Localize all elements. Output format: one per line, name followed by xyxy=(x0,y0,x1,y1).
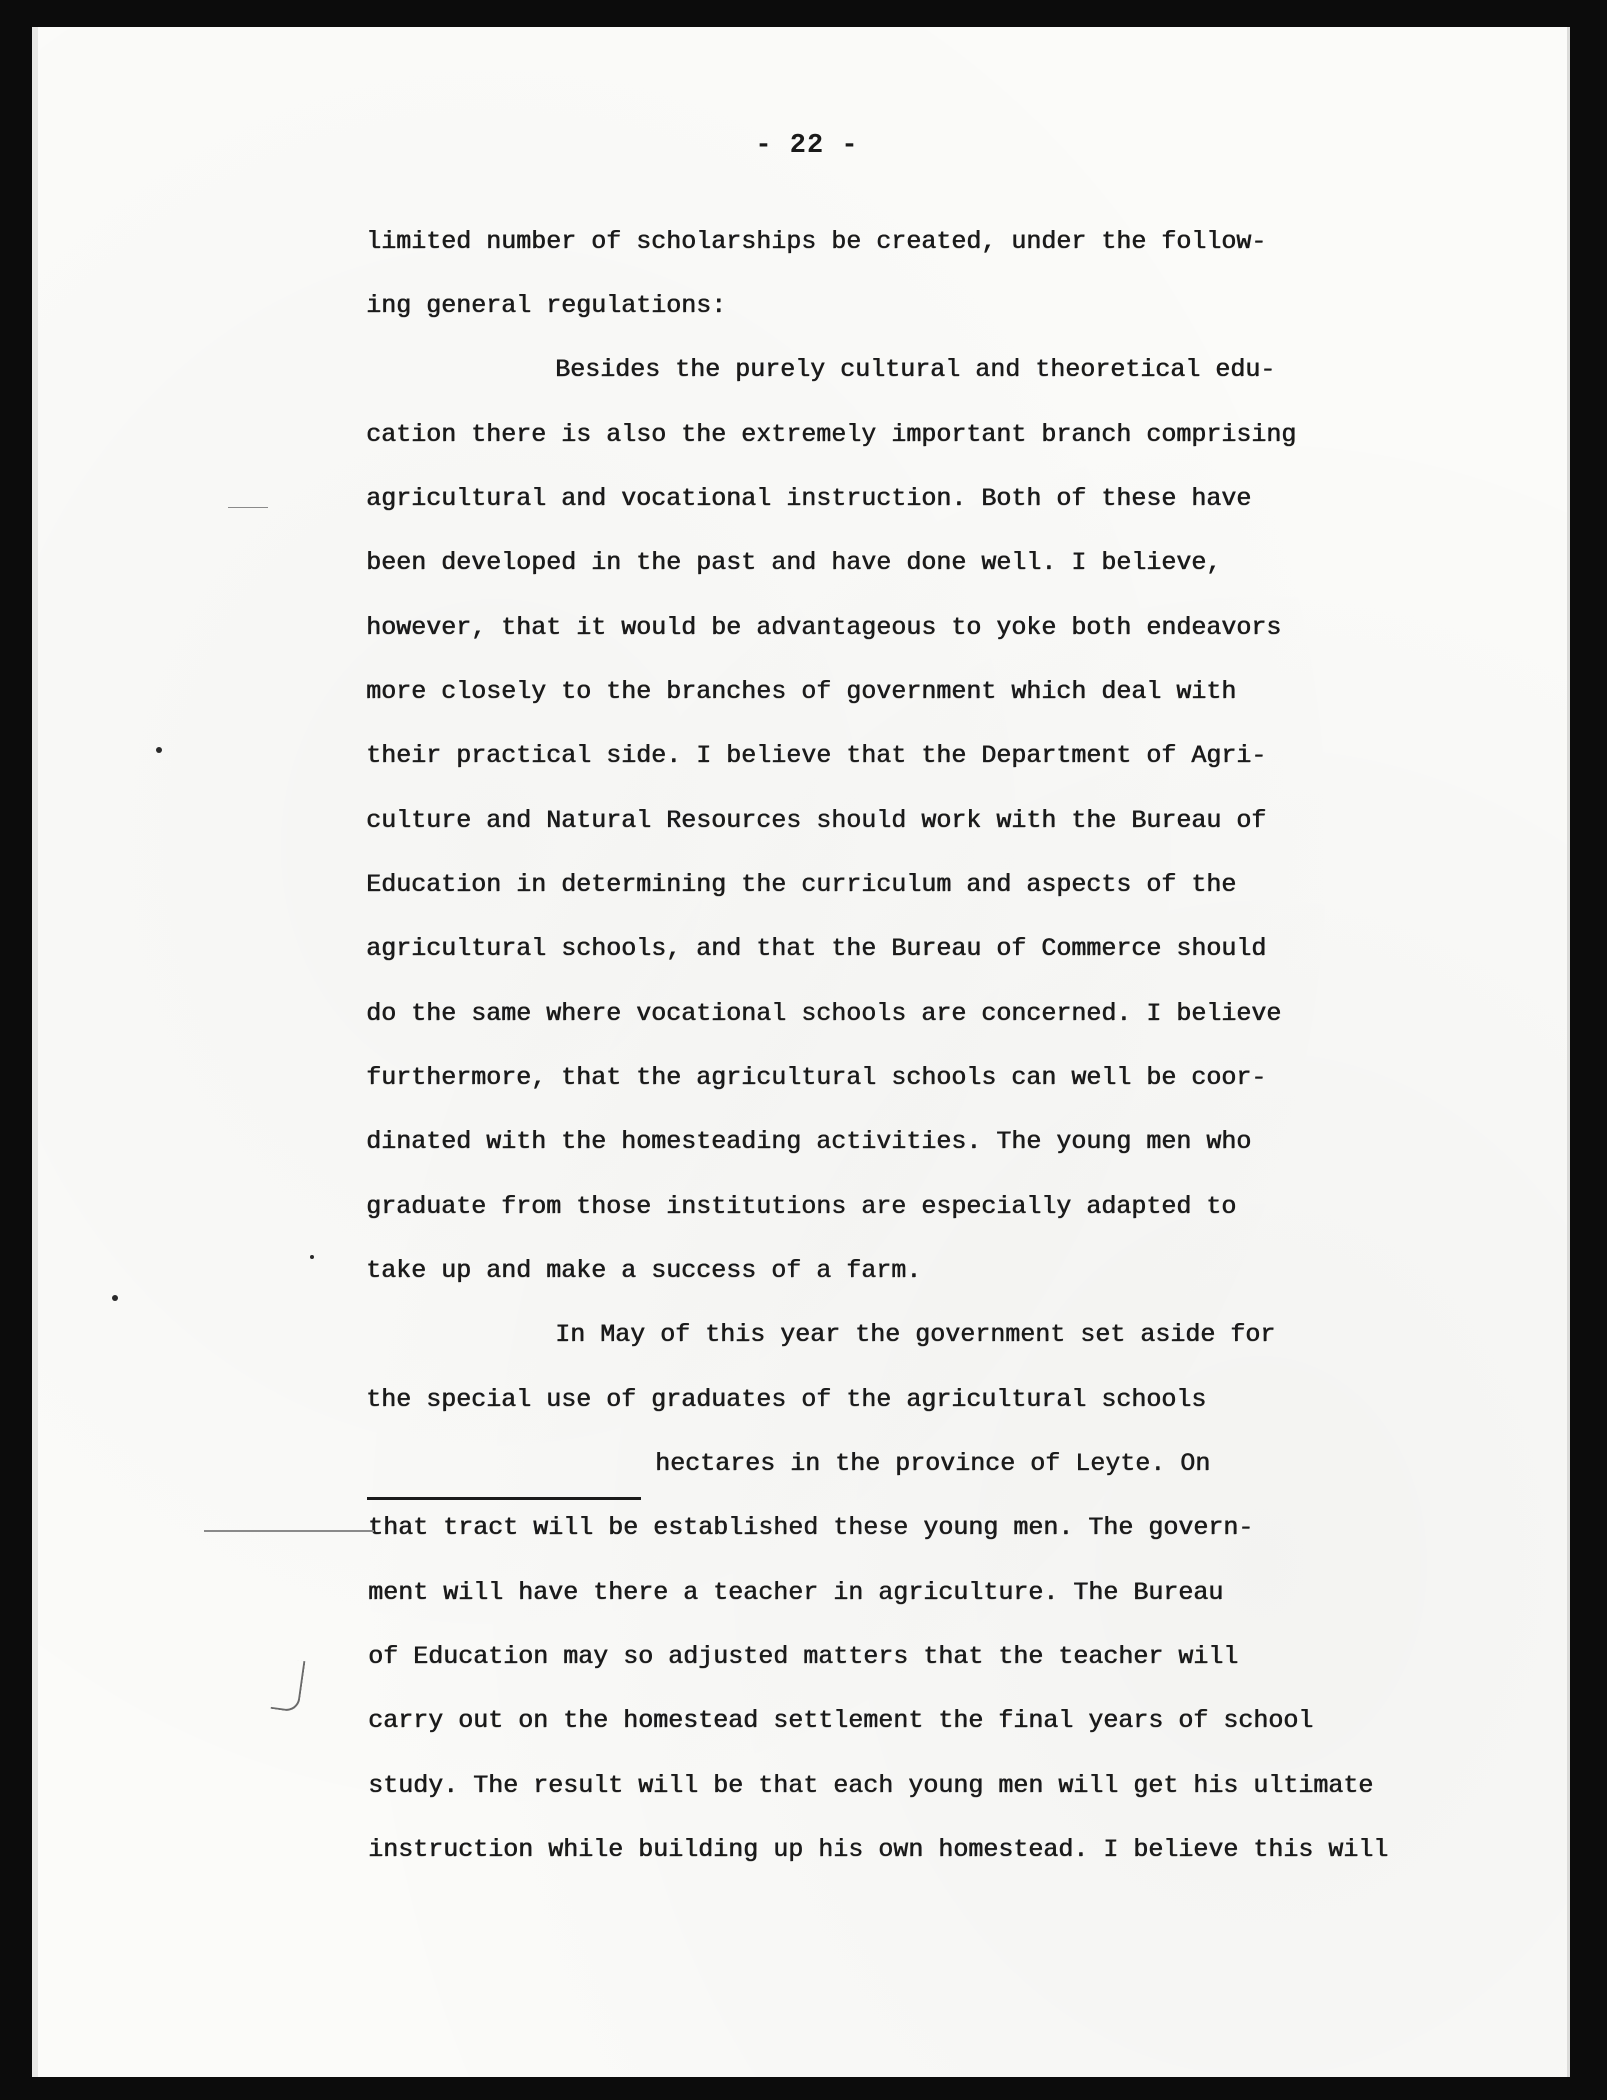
text-line: culture and Natural Resources should work with the Bureau of xyxy=(366,806,1267,835)
text-line: ment will have there a teacher in agriculture. The Bureau xyxy=(368,1578,1224,1607)
text-line: In May of this year the government set aside for xyxy=(555,1320,1276,1349)
text-line: limited number of scholarships be created, under the follow- xyxy=(366,227,1267,256)
text-line: been developed in the past and have done well. I believe, xyxy=(366,548,1222,577)
text-line: carry out on the homestead settlement the final years of school xyxy=(368,1706,1314,1735)
text-line: more closely to the branches of government which deal with xyxy=(366,677,1237,706)
text-line: ing general regulations: xyxy=(366,291,727,320)
page-frame xyxy=(32,27,1570,2077)
text-line: that tract will be established these young men. The govern- xyxy=(368,1513,1254,1542)
text-line: instruction while building up his own homestead. I believe this will xyxy=(368,1835,1389,1864)
text-line: agricultural and vocational instruction. Both of these have xyxy=(366,484,1252,513)
ink-speck xyxy=(112,1295,118,1301)
text-line: agricultural schools, and that the Bureau of Commerce should xyxy=(366,934,1267,963)
text-line: Besides the purely cultural and theoretical edu- xyxy=(555,355,1276,384)
text-line: study. The result will be that each young men will get his ultimate xyxy=(368,1771,1374,1800)
text-line: hectares in the province of Leyte. On xyxy=(655,1449,1211,1478)
stray-pencil-mark xyxy=(204,1530,374,1532)
text-line: furthermore, that the agricultural schools can well be coor- xyxy=(366,1063,1267,1092)
text-line: graduate from those institutions are especially adapted to xyxy=(366,1192,1237,1221)
text-line: the special use of graduates of the agricultural schools xyxy=(366,1385,1207,1414)
blank-fill-in-line xyxy=(367,1497,641,1500)
text-line: however, that it would be advantageous to yoke both endeavors xyxy=(366,613,1282,642)
page-number: - 22 - xyxy=(755,131,859,161)
stray-pencil-mark xyxy=(228,507,268,508)
text-line: their practical side. I believe that the Department of Agri- xyxy=(366,741,1267,770)
ink-speck xyxy=(156,747,162,753)
text-line: Education in determining the curriculum and aspects of the xyxy=(366,870,1237,899)
text-line: dinated with the homesteading activities. The young men who xyxy=(366,1127,1252,1156)
text-line: do the same where vocational schools are concerned. I believe xyxy=(366,999,1282,1028)
margin-pencil-mark xyxy=(271,1657,306,1712)
text-line: cation there is also the extremely important branch comprising xyxy=(366,420,1297,449)
typewritten-page xyxy=(32,27,1570,2077)
ink-speck xyxy=(310,1255,314,1259)
text-line: take up and make a success of a farm. xyxy=(366,1256,922,1285)
text-line: of Education may so adjusted matters that the teacher will xyxy=(368,1642,1239,1671)
